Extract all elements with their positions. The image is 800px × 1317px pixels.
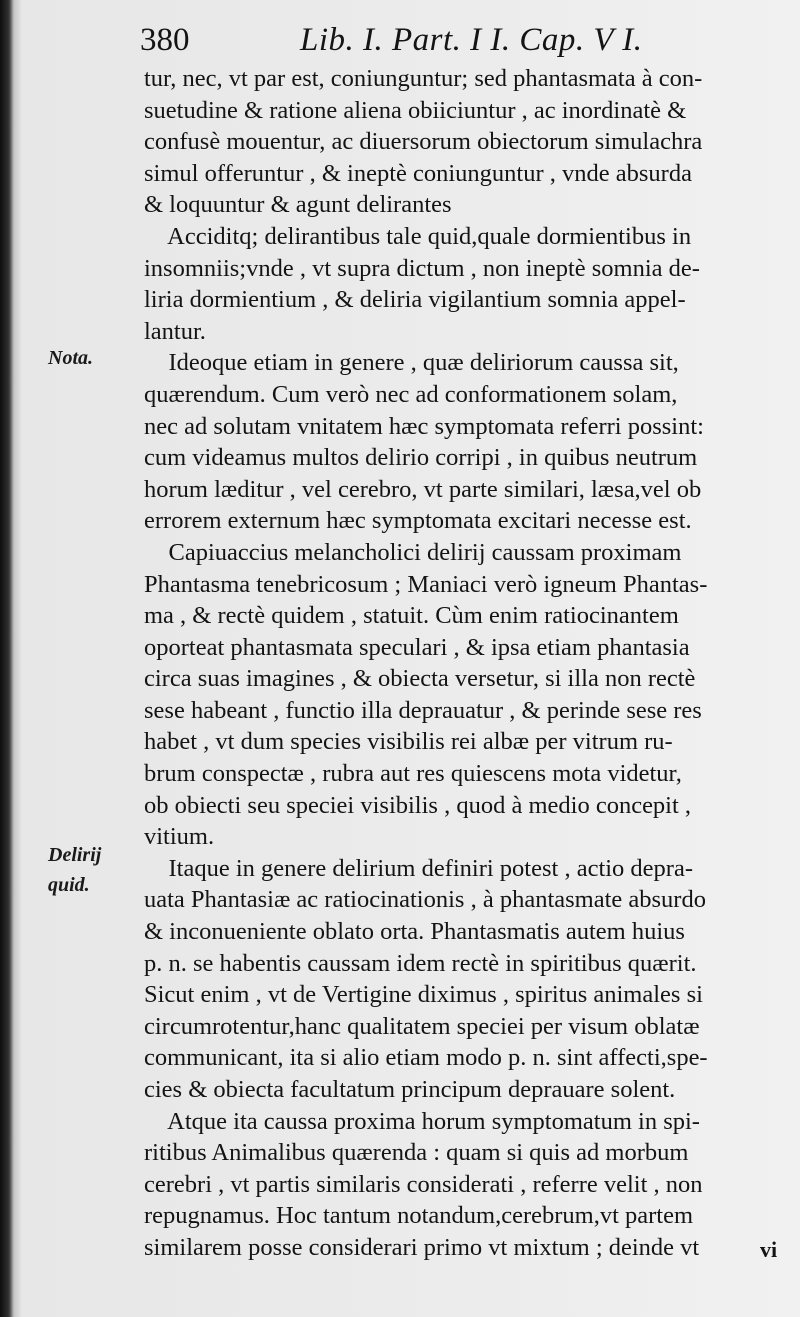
text-line: Itaque in genere delirium definiri potest , actio depra- xyxy=(144,854,694,882)
text-line: repugnamus. Hoc tantum notandum,cerebrum,vt partem xyxy=(144,1202,694,1230)
margin-note-text: quid. xyxy=(48,874,90,896)
text-line: cum videamus multos delirio corripi , in quibus neutrum xyxy=(144,444,698,472)
page-number: 380 xyxy=(140,22,190,58)
text-line: brum conspectæ , rubra aut res quiescens mota videtur, xyxy=(144,760,682,788)
text-line: cerebri , vt partis similaris considerati , referre velit , non xyxy=(144,1170,703,1198)
text-line: confusè mouentur, ac diuersorum obiectorum simulachra xyxy=(144,128,703,156)
margin-note-nota xyxy=(48,343,93,373)
text-line: suetudine & ratione aliena obiiciuntur , ac inordinatè & xyxy=(144,96,687,124)
binding-shadow xyxy=(0,0,14,1317)
text-line: & inconueniente oblato orta. Phantasmatis autem huius xyxy=(144,918,685,946)
text-line: simul offeruntur , & ineptè coniunguntur , vnde absurda xyxy=(144,159,692,187)
text-line: uata Phantasiæ ac ratiocinationis , à phantasmate absurdo xyxy=(144,886,706,914)
text-line: ma , & rectè quidem , statuit. Cùm enim ratiocinantem xyxy=(144,602,679,630)
text-line: insomniis;vnde , vt supra dictum , non ineptè somnia de- xyxy=(144,254,700,282)
text-line: p. n. se habentis caussam idem rectè in spiritibus quærit. xyxy=(144,949,697,977)
text-line: lantur. xyxy=(144,317,206,345)
text-line: similarem posse considerari primo vt mixtum ; deinde vt xyxy=(144,1233,700,1261)
text-line: & loquuntur & agunt delirantes xyxy=(144,191,452,219)
text-line: liria dormientium , & deliria vigilantium somnia appel- xyxy=(144,286,686,314)
text-line: habet , vt dum species visibilis rei albæ per vitrum ru- xyxy=(144,728,673,756)
text-line: circumrotentur,hanc qualitatem speciei per visum oblatæ xyxy=(144,1012,700,1040)
body-text xyxy=(144,63,786,1264)
text-line: communicant, ita si alio etiam modo p. n. sint affecti,spe- xyxy=(144,1044,708,1072)
text-line: ritibus Animalibus quærenda : quam si quis ad morbum xyxy=(144,1139,689,1167)
text-line: Phantasma tenebricosum ; Maniaci verò igneum Phantas- xyxy=(144,570,708,598)
margin-note-text: Nota. xyxy=(48,347,93,369)
text-line: Capiuaccius melancholici delirij caussam proximam xyxy=(144,538,682,566)
text-line: Sicut enim , vt de Vertigine diximus , spiritus animales si xyxy=(144,981,703,1009)
catchword: vi xyxy=(760,1237,778,1262)
text-line: sese habeant , functio illa deprauatur , & perinde sese res xyxy=(144,696,702,724)
running-title: Lib. I. Part. I I. Cap. V I. xyxy=(300,22,643,58)
text-line: vitium. xyxy=(144,823,215,851)
text-line: Acciditq; delirantibus tale quid,quale dormientibus in xyxy=(144,222,692,250)
text-line: Ideoque etiam in genere , quæ deliriorum caussa sit, xyxy=(144,349,679,377)
text-line: quærendum. Cum verò nec ad conformationem solam, xyxy=(144,380,678,408)
text-line: errorem externum hæc symptomata excitari necesse est. xyxy=(144,507,692,535)
text-line: cies & obiecta facultatum principum deprauare solent. xyxy=(144,1076,676,1103)
running-head xyxy=(140,22,780,66)
text-line: ob obiecti seu speciei visibilis , quod à medio concepit , xyxy=(144,791,692,819)
text-line: oporteat phantasmata speculari , & ipsa etiam phantasia xyxy=(144,633,690,661)
text-line: circa suas imagines , & obiecta versetur, si illa non rectè xyxy=(144,665,696,693)
text-line: Atque ita caussa proxima horum symptomatum in spi- xyxy=(144,1107,700,1135)
text-line: nec ad solutam vnitatem hæc symptomata referri possint: xyxy=(144,412,704,440)
text-line: tur, nec, vt par est, coniunguntur; sed phantasmata à con- xyxy=(144,65,703,92)
margin-note-text: Delirij xyxy=(48,844,102,866)
margin-note-delirii xyxy=(48,840,101,900)
text-line: horum læditur , vel cerebro, vt parte similari, læsa,vel ob xyxy=(144,475,702,503)
